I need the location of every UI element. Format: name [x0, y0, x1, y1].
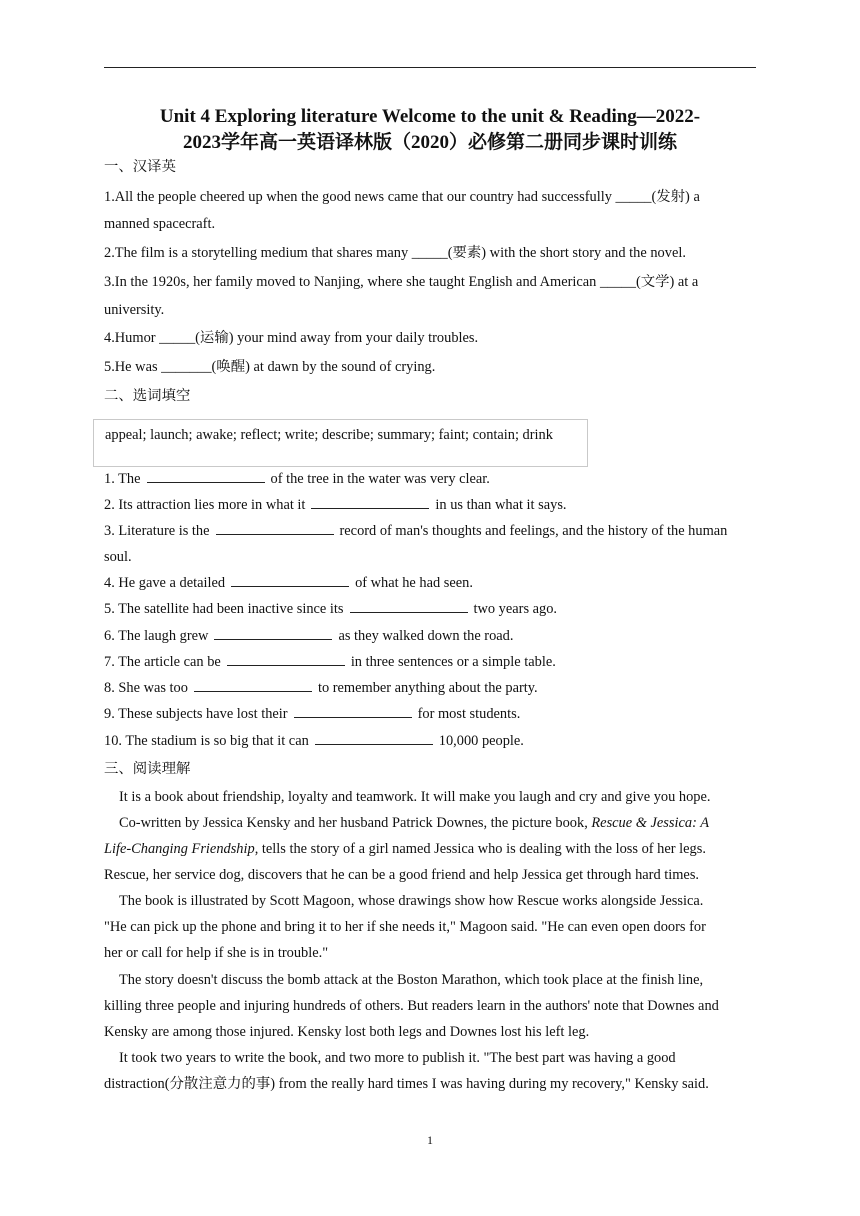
book-title: Life-Changing Friendship — [104, 841, 255, 857]
fill-item-post: 10,000 people. — [438, 733, 524, 749]
passage-line: her or call for help if she is in trouble." — [104, 945, 329, 961]
fill-item-pre: 5. The satellite had been inactive since its — [104, 601, 344, 617]
fill-item-post: in three sentences or a simple table. — [350, 654, 556, 670]
answer-blank[interactable] — [350, 599, 468, 613]
answer-blank[interactable] — [227, 652, 345, 666]
passage-line: The story doesn't discuss the bomb attack at the Boston Marathon, which took place at the finish line, — [119, 972, 704, 988]
answer-blank[interactable] — [194, 678, 312, 692]
section1-heading: 一、汉译英 — [104, 159, 176, 175]
s1-line: 1.All the people cheered up when the good news came that our country had successfully _____(发射) a — [104, 189, 700, 205]
passage-line: It is a book about friendship, loyalty and teamwork. It will make you laugh and cry and give you hope. — [119, 789, 711, 805]
passage-text: Co-written by Jessica Kensky and her husband Patrick Downes, the picture book, — [119, 815, 592, 831]
section3-heading: 三、阅读理解 — [104, 761, 191, 777]
fill-item — [104, 599, 756, 619]
fill-item-pre: 3. Literature is the — [104, 523, 210, 539]
answer-blank[interactable] — [216, 521, 334, 535]
fill-item-post: for most students. — [417, 706, 521, 722]
fill-item-post: in us than what it says. — [435, 497, 567, 513]
s1-line: 2.The film is a storytelling medium that shares many _____(要素) with the short story and the novel. — [104, 245, 686, 261]
word-bank: appeal; launch; awake; reflect; write; describe; summary; faint; contain; drink — [105, 427, 553, 443]
fill-item — [104, 495, 756, 515]
s1-line: manned spacecraft. — [104, 216, 216, 232]
fill-item-pre: 10. The stadium is so big that it can — [104, 733, 309, 749]
page-number: 1 — [427, 1133, 433, 1147]
answer-blank[interactable] — [315, 731, 433, 745]
answer-blank[interactable] — [294, 704, 412, 718]
fill-item-pre: 4. He gave a detailed — [104, 575, 226, 591]
section2-heading: 二、选词填空 — [104, 388, 191, 404]
passage-line: Rescue, her service dog, discovers that he can be a good friend and help Jessica get through hard times. — [104, 867, 700, 883]
fill-item-post: record of man's thoughts and feelings, and the history of the human — [339, 523, 728, 539]
title-line-1: Unit 4 Exploring literature Welcome to the unit & Reading—2022- — [159, 106, 701, 127]
passage-line: killing three people and injuring hundreds of others. But readers learn in the authors' note that Downes and — [104, 998, 719, 1014]
answer-blank[interactable] — [231, 573, 349, 587]
fill-item-pre: 7. The article can be — [104, 654, 221, 670]
s1-line: 3.In the 1920s, her family moved to Nanjing, where she taught English and American _____(文学) at a — [104, 274, 699, 290]
answer-blank[interactable] — [147, 469, 265, 483]
header-rule — [104, 67, 756, 68]
fill-item-post: of the tree in the water was very clear. — [270, 471, 490, 487]
passage-line — [104, 813, 756, 833]
s1-line: 4.Humor _____(运输) your mind away from your daily troubles. — [104, 330, 479, 346]
passage-line: distraction(分散注意力的事) from the really hard times I was having during my recovery," Kensky said. — [104, 1076, 709, 1092]
fill-item — [104, 704, 756, 724]
fill-item-post: to remember anything about the party. — [317, 680, 538, 696]
fill-item-pre: 6. The laugh grew — [104, 628, 209, 644]
fill-item-pre: 8. She was too — [104, 680, 188, 696]
answer-blank[interactable] — [214, 626, 332, 640]
page-title — [104, 104, 756, 156]
fill-item-post: two years ago. — [473, 601, 558, 617]
fill-item — [104, 731, 756, 751]
passage-line: It took two years to write the book, and two more to publish it. "The best part was having a good — [119, 1050, 676, 1066]
passage-text: , tells the story of a girl named Jessica who is dealing with the loss of her legs. — [254, 841, 706, 857]
fill-item — [104, 626, 756, 646]
fill-item — [104, 652, 756, 672]
fill-item-post: of what he had seen. — [355, 575, 473, 591]
passage-line: "He can pick up the phone and bring it to her if she needs it," Magoon said. "He can even open doors for — [104, 919, 706, 935]
passage-line: Kensky are among those injured. Kensky lost both legs and Downes lost his left leg. — [104, 1024, 590, 1040]
passage-line: The book is illustrated by Scott Magoon, whose drawings show how Rescue works alongside Jessica. — [119, 893, 704, 909]
fill-item — [104, 573, 756, 593]
book-title: Rescue & Jessica: A — [591, 815, 710, 831]
fill-item — [104, 469, 756, 489]
fill-item — [104, 521, 756, 541]
fill-item-pre: 1. The — [104, 471, 141, 487]
s1-line: university. — [104, 302, 165, 318]
s1-line: 5.He was _______(唤醒) at dawn by the sound of crying. — [104, 359, 436, 375]
fill-item-continuation: soul. — [104, 549, 132, 565]
passage-line — [104, 839, 756, 859]
fill-item — [104, 678, 756, 698]
answer-blank[interactable] — [311, 495, 429, 509]
fill-item-post: as they walked down the road. — [338, 628, 514, 644]
fill-item-pre: 2. Its attraction lies more in what it — [104, 497, 306, 513]
word-bank-box — [93, 419, 588, 467]
title-line-2: 2023学年高一英语译林版（2020）必修第二册同步课时训练 — [182, 132, 677, 153]
fill-item-pre: 9. These subjects have lost their — [104, 706, 288, 722]
